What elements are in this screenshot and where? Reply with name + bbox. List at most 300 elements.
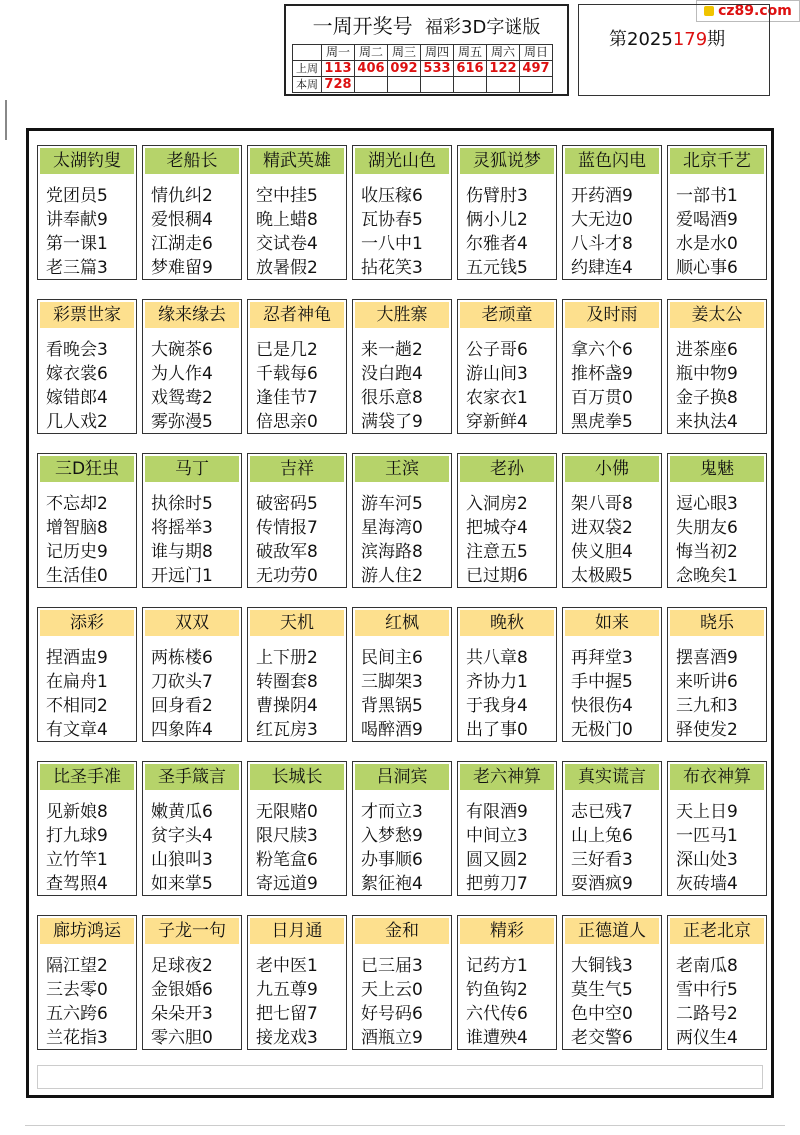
card-title: 日月通 [250,918,344,944]
clue-line: 足球夜2 [151,956,213,976]
clue-line: 瓦协春5 [361,210,423,230]
clue-line: 再拜堂3 [571,648,633,668]
clue-line: 色中空0 [571,1004,633,1024]
card-title: 灵狐说梦 [460,148,554,174]
card-title: 长城长 [250,764,344,790]
draw-number: 728 [322,77,355,93]
clue-list [256,646,344,742]
riddle-card [352,145,452,280]
clue-line: 捏酒盅9 [46,648,108,668]
clue-line: 隔江望2 [46,956,108,976]
card-title: 三D狂虫 [40,456,134,482]
riddle-card [562,299,662,434]
panel-title [286,10,567,39]
day-header: 周六 [487,45,520,61]
card-title: 廊坊鸿运 [40,918,134,944]
clue-line: 约肆连4 [571,258,633,278]
clue-list [676,338,764,434]
clue-line: 有限酒9 [466,802,528,822]
day-header: 周五 [454,45,487,61]
clue-line: 太极殿5 [571,566,633,586]
riddle-card [667,299,767,434]
clue-line: 三去零0 [46,980,108,1000]
clue-line: 办事顺6 [361,850,423,870]
clue-line: 很乐意8 [361,388,423,408]
clue-line: 朵朵开3 [151,1004,213,1024]
clue-line: 驿使发2 [676,720,738,740]
card-title: 蓝色闪电 [565,148,659,174]
clue-line: 破密码5 [256,494,318,514]
weekly-draws-panel [284,4,569,96]
card-title: 添彩 [40,610,134,636]
clue-list [571,492,659,588]
clue-list [46,954,134,1050]
clue-line: 齐协力1 [466,672,528,692]
panel-title-main: 一周开奖号 [312,14,413,38]
clue-line: 顺心事6 [676,258,738,278]
clue-line: 五六跨6 [46,1004,108,1024]
issue-prefix: 第2025 [609,29,673,50]
card-title: 精彩 [460,918,554,944]
card-title: 忍者神龟 [250,302,344,328]
clue-line: 公子哥6 [466,340,528,360]
clue-list [256,800,344,896]
clue-line: 莫生气5 [571,980,633,1000]
riddle-card [457,145,557,280]
clue-line: 回身看2 [151,696,213,716]
clue-line: 为人作4 [151,364,213,384]
clue-list [151,492,239,588]
clue-line: 来执法4 [676,412,738,432]
riddle-card [37,761,137,896]
days-row [293,45,553,61]
clue-line: 四象阵4 [151,720,213,740]
clue-line: 于我身4 [466,696,528,716]
riddle-card [142,145,242,280]
clue-line: 谁遭殃4 [466,1028,528,1048]
clue-line: 执徐时5 [151,494,213,514]
riddle-card [457,915,557,1050]
clue-line: 大铜钱3 [571,956,633,976]
clue-line: 梦难留9 [151,258,213,278]
last-week-label: 上周 [293,61,322,77]
clue-line: 空中挂5 [256,186,318,206]
clue-line: 开远门1 [151,566,213,586]
clue-line: 絮征袍4 [361,874,423,894]
clue-list [46,184,134,280]
draws-table [292,44,553,93]
clue-line: 如来掌5 [151,874,213,894]
clue-list [361,954,449,1050]
clue-line: 侠义胆4 [571,542,633,562]
riddle-card [142,761,242,896]
clue-line: 背黑锅5 [361,696,423,716]
clue-line: 不相同2 [46,696,108,716]
card-title: 缘来缘去 [145,302,239,328]
clue-list [571,338,659,434]
clue-line: 收压稼6 [361,186,423,206]
card-title: 鬼魅 [670,456,764,482]
clue-line: 注意五5 [466,542,528,562]
clue-line: 无功劳0 [256,566,318,586]
clue-line: 天上云0 [361,980,423,1000]
issue-number: 179 [672,29,708,50]
clue-list [151,954,239,1050]
draw-number [388,77,421,93]
clue-list [256,184,344,280]
riddle-card [457,761,557,896]
riddle-card [352,761,452,896]
card-title: 晚秋 [460,610,554,636]
clue-line: 寄远道9 [256,874,318,894]
riddle-card [562,453,662,588]
clue-line: 已是几2 [256,340,318,360]
riddle-card [247,299,347,434]
card-title: 老船长 [145,148,239,174]
draw-number: 092 [388,61,421,77]
clue-list [256,338,344,434]
clue-line: 生活佳0 [46,566,108,586]
card-title: 金和 [355,918,449,944]
clue-line: 志已残7 [571,802,633,822]
clue-line: 把剪刀7 [466,874,528,894]
clue-line: 无限赌0 [256,802,318,822]
draw-number [454,77,487,93]
clue-line: 才而立3 [361,802,423,822]
card-title: 子龙一句 [145,918,239,944]
clue-list [361,338,449,434]
card-title: 吉祥 [250,456,344,482]
clue-line: 星海湾0 [361,518,423,538]
clue-line: 上下册2 [256,648,318,668]
clue-line: 几人戏2 [46,412,108,432]
card-title: 大胜寨 [355,302,449,328]
clue-line: 逗心眼3 [676,494,738,514]
riddle-card [247,145,347,280]
clue-line: 二路号2 [676,1004,738,1024]
card-title: 王滨 [355,456,449,482]
clue-line: 好号码6 [361,1004,423,1024]
logo-text: cz89.com [718,3,792,19]
riddle-card [142,607,242,742]
clue-list [676,184,764,280]
clue-line: 一匹马1 [676,826,738,846]
clue-line: 增智脑8 [46,518,108,538]
clue-line: 中间立3 [466,826,528,846]
riddle-card [142,453,242,588]
clue-line: 已三届3 [361,956,423,976]
riddle-card [667,145,767,280]
clue-line: 嫩黄瓜6 [151,802,213,822]
draw-number: 616 [454,61,487,77]
clue-line: 架八哥8 [571,494,633,514]
issue-suffix: 期 [707,29,726,50]
clue-line: 交试卷4 [256,234,318,254]
clue-line: 粉笔盒6 [256,850,318,870]
clue-line: 两栋楼6 [151,648,213,668]
clue-list [361,492,449,588]
riddle-card [562,915,662,1050]
riddle-card [562,761,662,896]
clue-line: 游山间3 [466,364,528,384]
clue-line: 来听讲6 [676,672,738,692]
clue-line: 无极门0 [571,720,633,740]
clue-list [676,492,764,588]
draw-number: 533 [421,61,454,77]
clue-line: 零六胆0 [151,1028,213,1048]
clue-line: 百万贯0 [571,388,633,408]
clue-list [571,954,659,1050]
card-title: 布衣神算 [670,764,764,790]
issue-box [578,4,770,96]
clue-line: 大无边0 [571,210,633,230]
clue-line: 记药方1 [466,956,528,976]
clue-list [46,338,134,434]
clue-line: 耍酒疯9 [571,874,633,894]
clue-line: 伤臂肘3 [466,186,528,206]
left-divider [5,100,7,140]
clue-line: 立竹竿1 [46,850,108,870]
clue-line: 红瓦房3 [256,720,318,740]
riddle-card [457,607,557,742]
clue-line: 江湖走6 [151,234,213,254]
clue-line: 限尺牍3 [256,826,318,846]
clue-line: 党团员5 [46,186,108,206]
clue-line: 拈花笑3 [361,258,423,278]
last-week-row [293,61,553,77]
card-title: 湖光山色 [355,148,449,174]
clue-line: 黑虎拳5 [571,412,633,432]
clue-line: 三好看3 [571,850,633,870]
clue-line: 失朋友6 [676,518,738,538]
clue-line: 穿新鲜4 [466,412,528,432]
card-title: 姜太公 [670,302,764,328]
footer-divider [25,1125,785,1126]
clue-line: 倍思亲0 [256,412,318,432]
card-title: 天机 [250,610,344,636]
clue-line: 山上兔6 [571,826,633,846]
clue-line: 老交警6 [571,1028,633,1048]
clue-line: 悔当初2 [676,542,738,562]
card-title: 吕洞宾 [355,764,449,790]
riddle-card [247,915,347,1050]
card-title: 彩票世家 [40,302,134,328]
clue-line: 转圈套8 [256,672,318,692]
clue-line: 民间主6 [361,648,423,668]
clue-line: 爱恨稠4 [151,210,213,230]
clue-line: 游车河5 [361,494,423,514]
clue-line: 滨海路8 [361,542,423,562]
clue-line: 尔雅者4 [466,234,528,254]
clue-list [46,800,134,896]
card-title: 正老北京 [670,918,764,944]
clue-line: 打九球9 [46,826,108,846]
issue-label [609,25,725,51]
riddle-board [26,128,774,1098]
clue-line: 已过期6 [466,566,528,586]
clue-list [256,954,344,1050]
clue-line: 雾弥漫5 [151,412,213,432]
clue-line: 开药酒9 [571,186,633,206]
draw-number [421,77,454,93]
clue-line: 满袋了9 [361,412,423,432]
clue-line: 快很伤4 [571,696,633,716]
clue-line: 破敌军8 [256,542,318,562]
clue-line: 贫字头4 [151,826,213,846]
riddle-card [667,453,767,588]
clue-line: 记历史9 [46,542,108,562]
riddle-card [457,299,557,434]
clue-line: 手中握5 [571,672,633,692]
clue-line: 嫁错郎4 [46,388,108,408]
riddle-card [352,915,452,1050]
card-title: 晓乐 [670,610,764,636]
clue-line: 大碗茶6 [151,340,213,360]
riddle-card [667,915,767,1050]
clue-list [151,184,239,280]
riddle-card [562,607,662,742]
clue-line: 刀砍头7 [151,672,213,692]
clue-line: 把城夺4 [466,518,528,538]
riddle-card [247,453,347,588]
bottom-strip [37,1065,763,1089]
card-title: 圣手箴言 [145,764,239,790]
day-header: 周二 [355,45,388,61]
clue-line: 六代传6 [466,1004,528,1024]
day-header: 周三 [388,45,421,61]
riddle-card [457,453,557,588]
clue-line: 在扁舟1 [46,672,108,692]
riddle-card [37,453,137,588]
clue-line: 将摇举3 [151,518,213,538]
clue-line: 山狼叫3 [151,850,213,870]
clue-list [361,800,449,896]
clue-line: 三九和3 [676,696,738,716]
draw-number [355,77,388,93]
clue-line: 嫁衣裳6 [46,364,108,384]
clue-line: 酒瓶立9 [361,1028,423,1048]
clue-line: 推杯盏9 [571,364,633,384]
draw-number: 406 [355,61,388,77]
draw-number [487,77,520,93]
clue-line: 五元钱5 [466,258,528,278]
card-title: 正德道人 [565,918,659,944]
draw-number: 113 [322,61,355,77]
clue-line: 出了事0 [466,720,528,740]
card-title: 太湖钓叟 [40,148,134,174]
clue-list [676,800,764,896]
clue-line: 圆又圆2 [466,850,528,870]
corner-cell [293,45,322,61]
card-title: 比圣手准 [40,764,134,790]
this-week-row [293,77,553,93]
riddle-card [37,607,137,742]
clue-line: 天上日9 [676,802,738,822]
riddle-card [562,145,662,280]
clue-line: 逢佳节7 [256,388,318,408]
card-title: 精武英雄 [250,148,344,174]
riddle-card [247,761,347,896]
draw-number: 122 [487,61,520,77]
clue-list [466,800,554,896]
clue-line: 情仇纠2 [151,186,213,206]
clue-line: 雪中行5 [676,980,738,1000]
card-title: 老六神算 [460,764,554,790]
clue-line: 三脚架3 [361,672,423,692]
panel-subtitle: 福彩3D字谜版 [425,17,541,38]
clue-list [256,492,344,588]
riddle-card [37,145,137,280]
riddle-card [352,299,452,434]
clue-line: 放暑假2 [256,258,318,278]
clue-line: 兰花指3 [46,1028,108,1048]
clue-line: 见新娘8 [46,802,108,822]
card-title: 马丁 [145,456,239,482]
riddle-card [142,915,242,1050]
draw-number: 497 [520,61,553,77]
card-title: 双双 [145,610,239,636]
clue-list [466,338,554,434]
clue-line: 把七留7 [256,1004,318,1024]
clue-list [466,954,554,1050]
clue-line: 念晚矣1 [676,566,738,586]
clue-line: 进茶座6 [676,340,738,360]
clue-line: 不忘却2 [46,494,108,514]
clue-line: 没白跑4 [361,364,423,384]
clue-line: 钓鱼钩2 [466,980,528,1000]
clue-line: 游人住2 [361,566,423,586]
clue-line: 千载每6 [256,364,318,384]
clue-line: 农家衣1 [466,388,528,408]
clue-line: 老三篇3 [46,258,108,278]
clue-line: 老中医1 [256,956,318,976]
riddle-card [667,607,767,742]
clue-line: 入洞房2 [466,494,528,514]
clue-line: 第一课1 [46,234,108,254]
clue-line: 戏鸳鸯2 [151,388,213,408]
clue-line: 接龙戏3 [256,1028,318,1048]
clue-line: 讲奉献9 [46,210,108,230]
clue-list [571,184,659,280]
clue-line: 两仪生4 [676,1028,738,1048]
clue-list [676,954,764,1050]
clue-line: 共八章8 [466,648,528,668]
clue-line: 谁与期8 [151,542,213,562]
clue-line: 深山处3 [676,850,738,870]
clue-line: 老南瓜8 [676,956,738,976]
clue-line: 九五尊9 [256,980,318,1000]
riddle-card [247,607,347,742]
riddle-card [37,299,137,434]
day-header: 周四 [421,45,454,61]
day-header: 周日 [520,45,553,61]
clue-line: 一八中1 [361,234,423,254]
clue-line: 金银婚6 [151,980,213,1000]
clue-line: 爱喝酒9 [676,210,738,230]
clue-line: 喝醉酒9 [361,720,423,740]
card-title: 红枫 [355,610,449,636]
clue-list [46,646,134,742]
clue-line: 瓶中物9 [676,364,738,384]
riddle-card [667,761,767,896]
riddle-card [352,607,452,742]
draw-number [520,77,553,93]
card-title: 老顽童 [460,302,554,328]
clue-line: 拿六个6 [571,340,633,360]
clue-line: 金子换8 [676,388,738,408]
clue-line: 有文章4 [46,720,108,740]
card-title: 如来 [565,610,659,636]
